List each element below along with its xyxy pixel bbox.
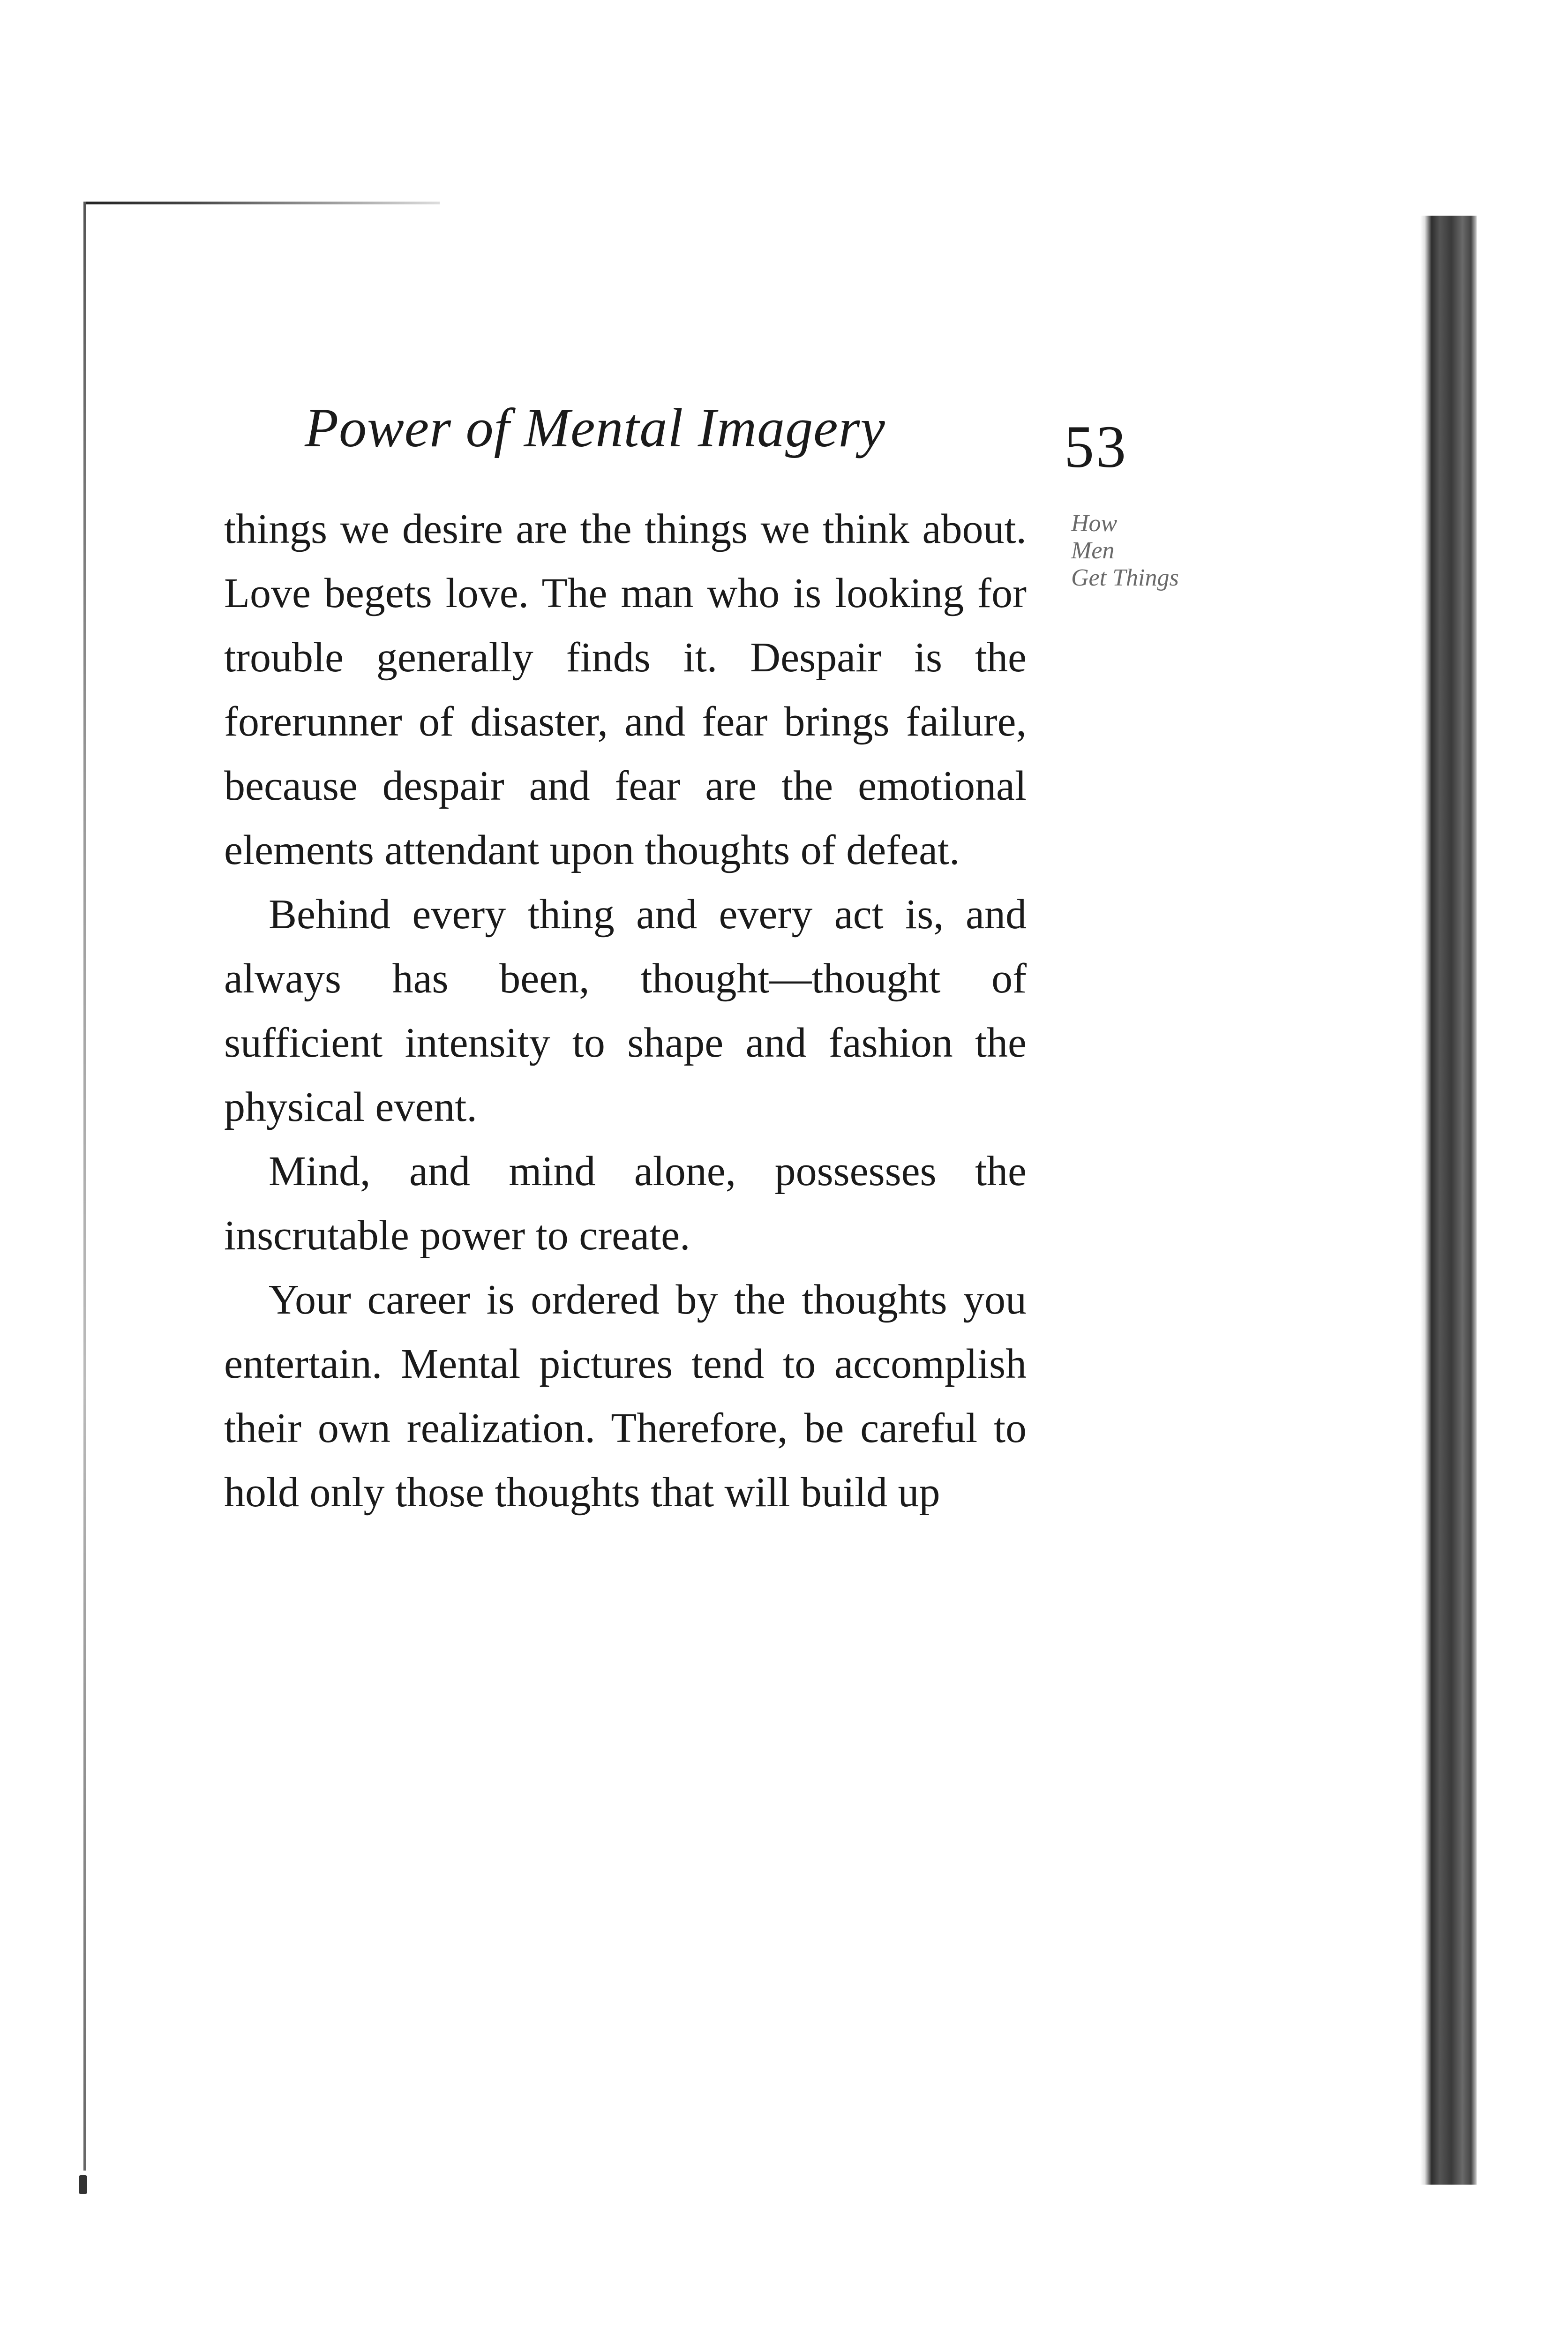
page-number: 53: [1064, 413, 1128, 480]
page-top-edge: [83, 202, 440, 204]
margin-note-line: Get Things: [1071, 564, 1179, 591]
running-head-title: Power of Mental Imagery: [305, 397, 885, 458]
paragraph: Mind, and mind alone, possesses the inscrutable power to create.: [224, 1148, 1027, 1259]
scan-speck: [79, 2175, 87, 2194]
body-text: [224, 497, 1027, 1525]
book-spine-shadow: [1420, 216, 1477, 2185]
page-left-edge: [83, 202, 86, 2171]
paragraph: things we desire are the things we think about. Love begets love. The man who is looking for trouble generally finds it. Despair is the forerunner of disaster, and fear brings failure, because despair and fear are the emotional elements attendant upon thoughts of defeat.: [224, 506, 1027, 873]
margin-note-line: How: [1071, 510, 1118, 537]
margin-note-line: Men: [1071, 537, 1115, 564]
margin-note: [1071, 510, 1179, 592]
paragraph: Behind every thing and every act is, and always has been, thought—thought of sufficient intensity to shape and fashion the physical event.: [224, 891, 1027, 1130]
paragraph: Your career is ordered by the thoughts you entertain. Mental pictures tend to accomplish their own realization. Therefore, be careful to hold only those thoughts that will build up: [224, 1277, 1027, 1516]
